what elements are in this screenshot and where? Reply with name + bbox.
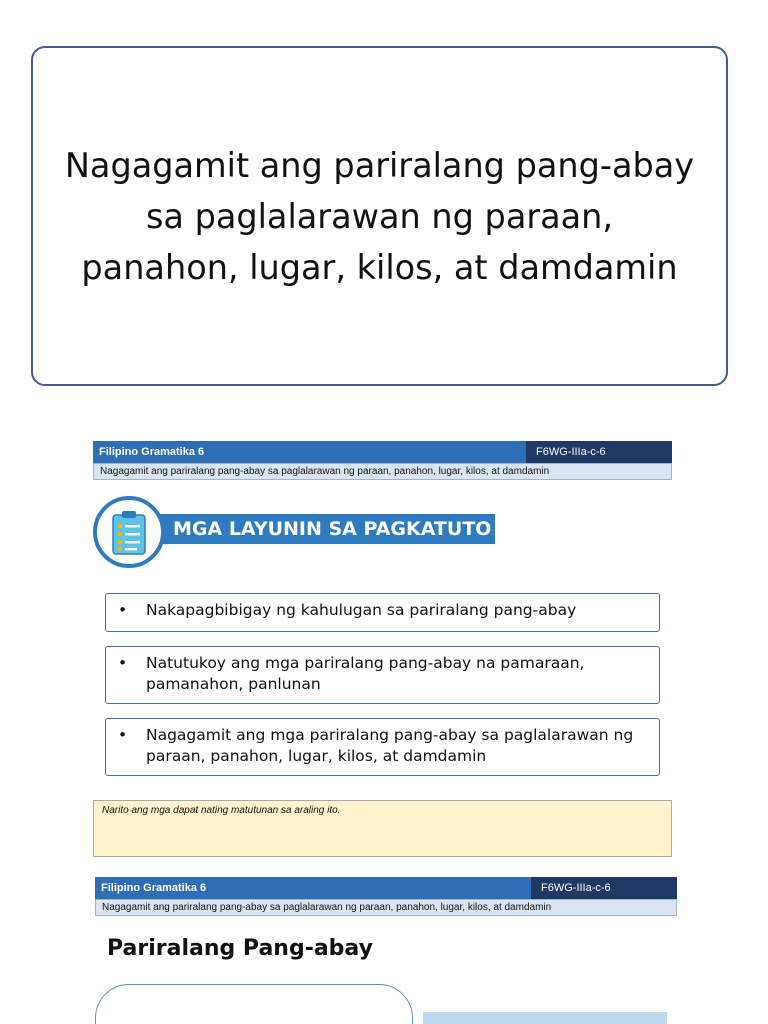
- objective-item: [105, 593, 660, 632]
- objective-text: Nagagamit ang mga pariralang pang-abay sa paglalarawan ng paraan, panahon, lugar, kilos, at damdamin: [146, 726, 634, 765]
- title-line: panahon, lugar, kilos, at damdamin: [81, 247, 678, 287]
- slide2-subtitle-bar: Nagagamit ang pariralang pang-abay sa paglalarawan ng paraan, panahon, lugar, kilos, at damdamin: [95, 899, 677, 916]
- banner-circle: [93, 496, 165, 568]
- bullet: •: [118, 601, 128, 619]
- objective-text: Nakapagbibigay ng kahulugan sa pariralang pang-abay: [146, 601, 577, 619]
- title-text: [40, 140, 720, 293]
- title-line: sa paglalarawan ng paraan,: [145, 196, 614, 236]
- slide1-header-bar: [93, 441, 672, 463]
- notes-box: Narito ang mga dapat nating matutunan sa araling ito.: [93, 800, 672, 857]
- bullet: •: [118, 654, 128, 672]
- slide1-subtitle-bar: Nagagamit ang pariralang pang-abay sa paglalarawan ng paraan, panahon, lugar, kilos, at damdamin: [93, 463, 672, 480]
- objective-item: [105, 718, 660, 776]
- slide2-header-title: Filipino Gramatika 6: [101, 882, 207, 894]
- slide2-header-code: F6WG-IIIa-c-6: [531, 877, 677, 899]
- slide1-header-code: F6WG-IIIa-c-6: [526, 441, 672, 463]
- title-line: Nagagamit ang pariralang pang-abay: [64, 145, 695, 185]
- section-heading: Pariralang Pang-abay: [107, 936, 373, 961]
- slide1-header-title: Filipino Gramatika 6: [99, 446, 205, 458]
- blue-content-block: [423, 1012, 667, 1024]
- bullet: •: [118, 726, 128, 744]
- rounded-content-box: [95, 984, 413, 1024]
- title-card: [31, 46, 728, 386]
- banner-label: MGA LAYUNIN SA PAGKATUTO: [173, 518, 492, 540]
- objective-item: [105, 646, 660, 704]
- slide2-header-bar: [95, 877, 677, 899]
- objectives-banner: [93, 494, 498, 570]
- objective-text: Natutukoy ang mga pariralang pang-abay na pamaraan, pamanahon, panlunan: [146, 654, 585, 693]
